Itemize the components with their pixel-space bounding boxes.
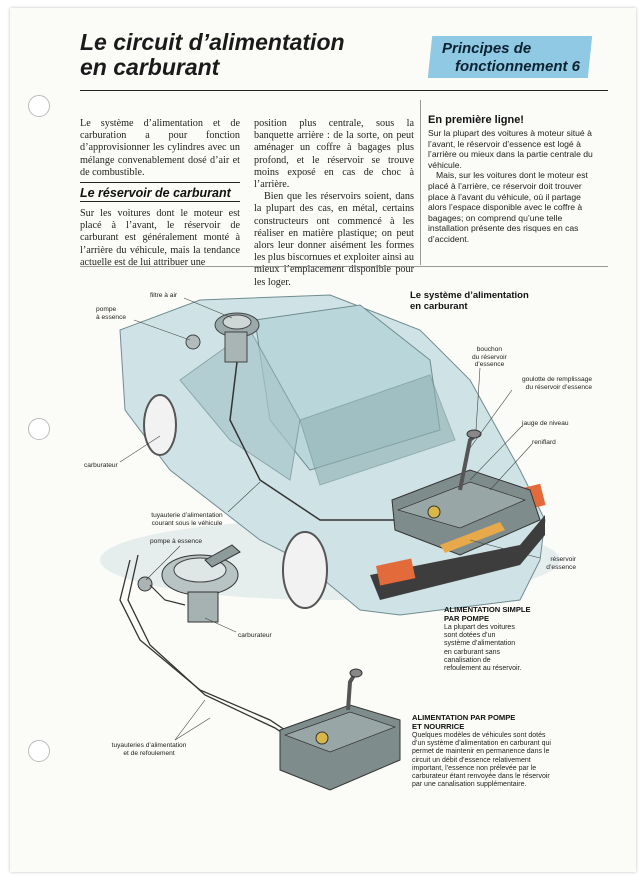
section-tag-line2: fonctionnement 6 bbox=[454, 58, 580, 75]
label-reservoir-line1: réservoir bbox=[550, 556, 576, 563]
caption-simple-line2: sont dotées d’un bbox=[444, 632, 496, 640]
caption-nourrice-heading-line1: ALIMENTATION PAR POMPE bbox=[412, 713, 516, 722]
caption-simple-heading-line1: ALIMENTATION SIMPLE bbox=[444, 605, 531, 614]
label-filtre-air: filtre à air bbox=[150, 292, 178, 299]
label-tuyauterie-line2: courant sous le véhicule bbox=[151, 519, 223, 527]
intro-paragraph: Le système d’alimentation et de carburation a pour fonction d’approvisionner les cylindres avec un mélange convenablement dosé d’air et de combustible. bbox=[80, 118, 240, 178]
diagram-title bbox=[410, 290, 570, 312]
caption-simple-line1: La plupart des voitures bbox=[444, 624, 515, 631]
caption-simple-line3: système d’alimentation bbox=[444, 640, 516, 648]
page-title-line1: Le circuit d’alimentation bbox=[80, 29, 345, 55]
label-pompe-essence-top-line1: pompe bbox=[96, 306, 117, 313]
caption-nourrice-line5: important, l’essence non prélevée par le bbox=[412, 764, 537, 772]
label-bouchon-line2: du réservoir bbox=[472, 353, 507, 361]
label-goulotte-line2: du réservoir d’essence bbox=[525, 383, 592, 391]
label-reservoir bbox=[530, 556, 576, 571]
label-jauge: jauge de niveau bbox=[522, 420, 569, 427]
caption-nourrice-line3: permet de maintenir en permanence dans le bbox=[412, 748, 550, 756]
column-2-paragraph-2: Bien que les réservoirs soient, dans la plupart des cas, en métal, certains constructeurs ont commencé à les réaliser en matière plastique; on peut alors leur donner aisément les formes les plus biscornues et exploiter ainsi au mieux l’emplacement disponible pour les loger. bbox=[254, 191, 414, 288]
label-goulotte bbox=[508, 376, 592, 391]
label-bouchon-line1: bouchon bbox=[476, 346, 503, 353]
caption-nourrice-heading bbox=[412, 714, 515, 731]
label-carburateur-top: carburateur bbox=[84, 462, 118, 469]
sidebar-paragraph-2: Mais, sur les voitures dont le moteur est placé à l’arrière, ce réservoir doit trouver place à l’avant du véhicule, où il partage alors l’espace disponible avec le coffre à bagages; on comprend qu’une telle installation présente des risques en cas d’accident. bbox=[428, 170, 588, 244]
caption-simple-heading bbox=[444, 606, 531, 623]
label-tuyauterie bbox=[144, 512, 230, 527]
label-goulotte-line1: goulotte de remplissage bbox=[521, 376, 592, 383]
label-tuyauteries-line2: et de refoulement bbox=[123, 749, 175, 757]
caption-nourrice-line4: circuit un débit d’essence relativement bbox=[412, 756, 531, 764]
caption-simple-heading-line2: PAR POMPE bbox=[444, 613, 490, 623]
subhead-reservoir: Le réservoir de carburant bbox=[80, 186, 240, 202]
caption-simple-text bbox=[444, 624, 521, 673]
caption-nourrice-text bbox=[412, 732, 551, 789]
reservoir-paragraph: Sur les voitures dont le moteur est placé à l’avant, le réservoir de carburant est généralement monté à l’arrière du véhicule, mais la tendance actuelle est de lui attribuer une bbox=[80, 208, 240, 268]
caption-simple-line4: en carburant sans bbox=[444, 648, 501, 656]
label-tuyauteries-line1: tuyauteries d’alimentation bbox=[111, 742, 187, 749]
sidebar-paragraph-1: Sur la plupart des voitures à moteur situé à l’avant, le réservoir d’essence est logé à l’arrière ou mieux dans la partie centrale du véhicule. bbox=[428, 128, 593, 170]
caption-nourrice-line7: par une canalisation supplémentaire. bbox=[412, 781, 527, 789]
fuel-tank-bottom bbox=[280, 669, 400, 790]
label-pompe-essence-bottom: pompe à essence bbox=[150, 538, 203, 545]
caption-simple-line5: canalisation de bbox=[444, 656, 491, 664]
page-title-line2: en carburant bbox=[80, 54, 220, 80]
label-pompe-essence-top bbox=[96, 306, 126, 321]
column-2-paragraph-1: position plus centrale, sous la banquette arrière : de la sorte, on peut aménager un coffre à bagages plus profond, et le réservoir se trouve moins exposé en cas de choc à l’arrière. bbox=[254, 118, 414, 191]
caption-nourrice-line2: d’un système d’alimentation en carburant qui bbox=[412, 740, 551, 748]
label-reniflard: reniflard bbox=[532, 439, 556, 446]
label-bouchon-line3: d’essence bbox=[474, 361, 505, 369]
caption-nourrice-line1: Quelques modèles de véhicules sont dotés bbox=[412, 732, 546, 739]
caption-simple-line6: refoulement au réservoir. bbox=[444, 665, 522, 673]
label-reservoir-line2: d’essence bbox=[546, 563, 576, 571]
diagram-title-line1: Le système d’alimentation bbox=[410, 290, 529, 301]
caption-nourrice-line6: carburateur étant renvoyée dans le réservoir bbox=[412, 773, 550, 781]
sidebar-heading: En première ligne! bbox=[428, 114, 524, 126]
label-tuyauteries bbox=[104, 742, 194, 757]
label-pompe-essence-top-line2: à essence bbox=[96, 313, 127, 321]
section-tag-line1: Principes de bbox=[442, 40, 532, 57]
caption-nourrice-heading-line2: ET NOURRICE bbox=[412, 721, 465, 731]
label-carburateur-bottom: carburateur bbox=[238, 632, 272, 639]
diagram-title-line2: en carburant bbox=[410, 301, 468, 312]
label-bouchon bbox=[472, 346, 507, 369]
label-tuyauterie-line1: tuyauterie d’alimentation bbox=[151, 512, 223, 519]
